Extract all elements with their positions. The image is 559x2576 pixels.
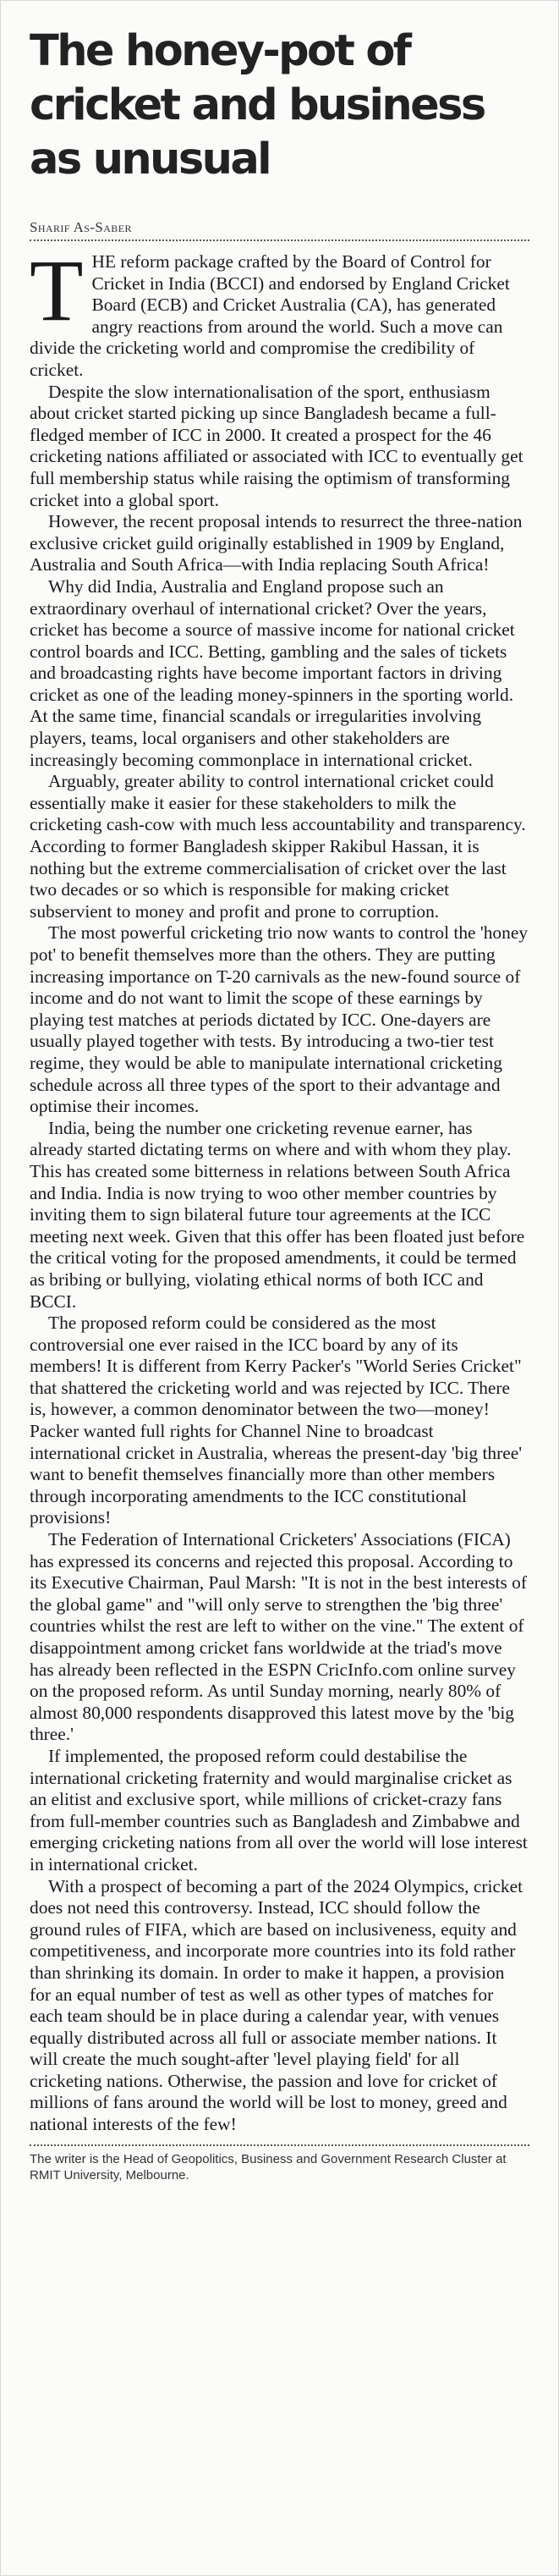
paragraph: The most powerful cricketing trio now wants to control the 'honey pot' to benefit themselves more than the others. They are putting increasing importance on T-20 carnivals as the new-found source of income and do not want to limit the scope of these earnings by playing test matches at periods dictated by ICC. One-dayers are usually played together with tests. By introducing a two-tier test regime, they would be able to manipulate international cricketing schedule across all three types of the sport to their advantage and optimise their incomes. [30,922,529,1117]
author-note: The writer is the Head of Geopolitics, Business and Government Research Cluster at RMIT University, Melbourne. [30,2151,507,2182]
lead-text: reform package crafted by the Board of Control for Cricket in India (BCCI) and endorsed by England Cricket Board (ECB) and Cricket Australia (CA), has generated angry reactions from around the world. Such a move can divide the cricketing world and compromise the credibility of cricket. [30,251,510,380]
paragraph: India, being the number one cricketing revenue earner, has already started dictating terms on where and with whom they play. This has created some bitterness in relations between South Africa and India. India is now trying to woo other member countries by inviting them to sign bilateral future tour agreements at the ICC meeting next week. Given that this offer has been floated just before the critical voting for the proposed amendments, it could be termed as bribing or bullying, violating ethical norms of both ICC and BCCI. [30,1117,525,1312]
paragraph: If implemented, the proposed reform could destabilise the international cricketing fraternity and would marginalise cricket as an elitist and exclusive sport, while millions of cricket-crazy fans from full-member countries such as Bangladesh and Zimbabwe and emerging cricketing nations from all over the world will lose interest in international cricket. [30,1745,528,1874]
lead-paragraph [30,242,529,382]
headline: The honey-pot of cricket and business as unusual [30,26,485,184]
paragraph: The Federation of International Cricketers' Associations (FICA) has expressed its concerns and rejected this proposal. According to its Executive Chairman, Paul Marsh: "It is not in the best interests of the global game" and "will only serve to strengthen the 'big three' countries whilst the rest are left to wither on the vine." The extent of disappointment among cricket fans worldwide at the triad's move has already been reflected in the ESPN CricInfo.com online survey on the proposed reform. As until Sunday morning, nearly 80% of almost 80,000 respondents disapproved this latest move by the 'big three.' [30,1529,527,1745]
paragraph: Arguably, greater ability to control international cricket could essentially make it easier for these stakeholders to milk the cricketing cash-cow with much less accountability and transparency. According to former Bangladesh skipper Rakibul Hassan, it is nothing but the extreme commercialisation of cricket over the last two decades or so which is responsible for making cricket subservient to money and profit and prone to corruption. [30,771,526,922]
paragraph: The proposed reform could be considered as the most controversial one ever raised in the ICC board by any of its members! It is different from Kerry Packer's "World Series Cricket" that shattered the cricketing world and was rejected by ICC. There is, however, a common denominator between the two—money! Packer wanted full rights for Channel Nine to broadcast international cricket in Australia, whereas the present-day 'big three' want to benefit themselves financially more than other members through incorporating amendments to the ICC constitutional provisions! [30,1313,523,1528]
paragraph: Why did India, Australia and England propose such an extraordinary overhaul of international cricket? Over the years, cricket has become a source of massive income for national cricket control boards and ICC. Betting, gambling and the sales of tickets and broadcasting rights have become important factors in driving cricket as one of the leading money-spinners in the sporting world. At the same time, financial scandals or irregularities involving players, teams, local organisers and other stakeholders are increasingly becoming commonplace in international cricket. [30,575,515,770]
drop-cap: T [30,242,84,339]
paragraph: With a prospect of becoming a part of the 2024 Olympics, cricket does not need this controversy. Instead, ICC should follow the ground rules of FIFA, which are based on inclusiveness, equity and competitiveness, and incorporate more countries into its fold rather than shrinking its domain. In order to make it happen, a provision for an equal number of test as well as other types of matches for each team should be in place during a calendar year, with venues equally distributed across all full or associate member nations. It will create the much sought-after 'level playing field' for all cricketing nations. Otherwise, the passion and love for cricket of millions of fans around the world will be lost to money, greed and national interests of the few! [30,1875,523,2135]
byline: Sharif As-Saber [30,219,529,241]
footer-divider [30,2144,529,2146]
article-body [30,242,529,2136]
paragraph: However, the recent proposal intends to resurrect the three-nation exclusive cricket guild originally established in 1909 by England, Australia and South Africa—with India replacing South Africa! [30,511,523,575]
lead-caps: HE [91,251,117,272]
paragraph: Despite the slow internationalisation of the sport, enthusiasm about cricket started picking up since Bangladesh became a full-fledged member of ICC in 2000. It created a prospect for the 46 cricketing nations affiliated or associated with ICC to eventually get full membership status while raising the optimism of transforming cricket into a global sport. [30,381,523,510]
